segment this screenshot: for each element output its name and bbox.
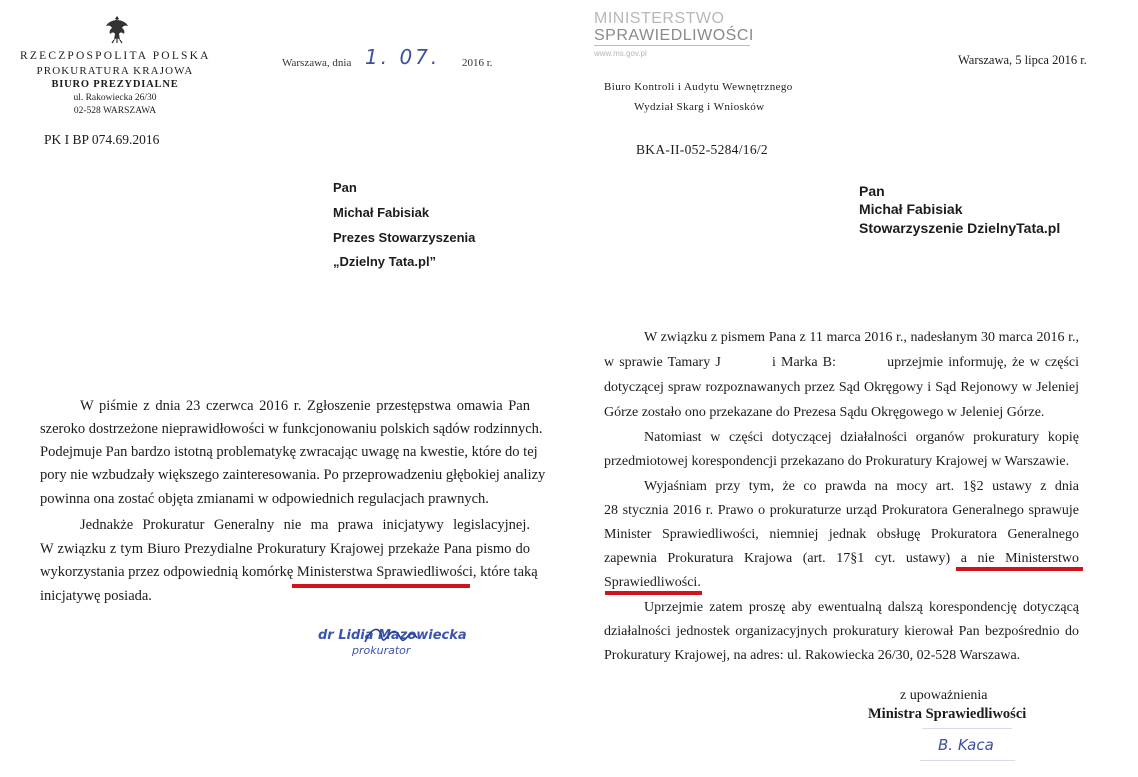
prokuratura-letter bbox=[0, 0, 565, 777]
body-line: W związku z pismem Pana z 11 marca 2016 r., nadesłanym 30 marca 2016 r., bbox=[644, 330, 1079, 345]
body-line: 28 stycznia 2016 r. Prawo o prokuraturze urząd Prokuratora Generalnego sprawuje bbox=[604, 503, 1079, 518]
body-line: w sprawie Tamary J i Marka B: uprzejmie informuję, że w części bbox=[604, 355, 1079, 370]
body-line: Natomiast w części dotyczącej działalności organów prokuratury kopię bbox=[644, 430, 1079, 445]
header-institution: PROKURATURA KRAJOWA bbox=[36, 65, 194, 77]
body-line: Uprzejmie zatem proszę aby ewentualną dalszą korespondencję dotyczącą bbox=[644, 600, 1079, 615]
body-line: Minister Sprawiedliwości, niemniej jednak obsługę Prokuratora Generalnego bbox=[604, 527, 1079, 542]
recipient-line-1: Pan bbox=[333, 180, 357, 195]
logo-divider bbox=[594, 45, 750, 46]
body-line: Wyjaśniam przy tym, że co prawda na mocy art. 1§2 ustawy z dnia bbox=[644, 479, 1079, 494]
header-city: 02-528 WARSZAWA bbox=[73, 106, 157, 116]
reference-number: PK I BP 074.69.2016 bbox=[44, 132, 160, 147]
ministry-url: www.ms.gov.pl bbox=[594, 49, 647, 58]
highlight-underline bbox=[605, 591, 702, 595]
recipient-organization: „Dzielny Tata.pl” bbox=[333, 254, 437, 269]
highlight-underline bbox=[292, 584, 470, 588]
date: Warszawa, 5 lipca 2016 r. bbox=[958, 53, 1087, 67]
body-line: inicjatywę posiada. bbox=[40, 588, 152, 604]
body-line: W piśmie z dnia 23 czerwca 2016 r. Zgłoszenie przestępstwa omawia Pan bbox=[80, 398, 530, 414]
recipient-name: Michał Fabisiak bbox=[859, 201, 963, 217]
department-line-2: Wydział Skarg i Wniosków bbox=[634, 101, 765, 113]
date-prefix: Warszawa, dnia bbox=[282, 57, 352, 69]
signature-name: dr Lidia Mazowiecka bbox=[318, 628, 467, 643]
stamp-line bbox=[920, 760, 1015, 761]
body-line: Jednakże Prokuratur Generalny nie ma prawa inicjatywy legislacyjnej. bbox=[80, 517, 530, 533]
body-line: dotyczącej spraw rozpoznawanych przez Sąd Okręgowy i Sąd Rejonowy w Jeleniej bbox=[604, 380, 1079, 395]
date-handwritten: 1. 07. bbox=[365, 45, 441, 69]
ministry-logo-line-2: SPRAWIEDLIWOŚCI bbox=[594, 27, 754, 44]
recipient-role: Prezes Stowarzyszenia bbox=[333, 230, 476, 245]
body-line: Podejmuje Pan bardzo istotną problematykę zwracając uwagę na kwestie, które do tej bbox=[40, 444, 538, 460]
body-line: szeroko dostrzeżone nieprawidłowości w funkcjonowaniu polskich sądów rodzinnych. bbox=[40, 421, 543, 437]
body-line: wykorzystania przez odpowiednią komórkę Ministerstwa Sprawiedliwości, które taką bbox=[40, 564, 538, 580]
ministry-logo-line-1: MINISTERSTWO bbox=[594, 10, 725, 27]
body-line: pory nie wzbudzały większego zainteresowania. Po przeprowadzeniu głębokiej analizy bbox=[40, 467, 546, 483]
date-year: 2016 r. bbox=[462, 57, 493, 69]
header-street: ul. Rakowiecka 26/30 bbox=[73, 93, 157, 103]
recipient-organization: Stowarzyszenie DzielnyTata.pl bbox=[859, 220, 1061, 236]
body-line: W związku z tym Biuro Prezydialne Prokuratury Krajowej przekaże Pana pismo do bbox=[40, 541, 530, 557]
closing-authorization: z upoważnienia bbox=[900, 688, 988, 703]
header-office: BIURO PREZYDIALNE bbox=[51, 79, 179, 90]
body-line: powinna ona zostać objęta zmianami w odpowiednich regulacjach prawnych. bbox=[40, 491, 489, 507]
signature-title: prokurator bbox=[352, 644, 411, 657]
body-line: Górze zostało ono przekazane do Prezesa Sądu Okręgowego w Jeleniej Górze. bbox=[604, 405, 1045, 420]
recipient-name: Michał Fabisiak bbox=[333, 205, 430, 220]
reference-number: BKA-II-052-5284/16/2 bbox=[636, 142, 768, 157]
body-line: zapewnia Prokuratura Krajowa (art. 17§1 cyt. ustawy) a nie Ministerstwo bbox=[604, 551, 1079, 566]
header-country: RZECZPOSPOLITA POLSKA bbox=[20, 50, 211, 62]
department-line-1: Biuro Kontroli i Audytu Wewnętrznego bbox=[604, 81, 793, 93]
signature-scribble: B. Kaca bbox=[938, 736, 994, 754]
body-line: przedmiotowej korespondencji przekazano do Prokuratury Krajowej w Warszawie. bbox=[604, 454, 1070, 469]
recipient-line-1: Pan bbox=[859, 183, 885, 199]
closing-minister: Ministra Sprawiedliwości bbox=[868, 706, 1027, 722]
ministry-letter bbox=[570, 0, 1138, 777]
stamp-line bbox=[922, 728, 1012, 729]
body-line: Prokuratury Krajowej, na adres: ul. Rakowiecka 26/30, 02-528 Warszawa. bbox=[604, 648, 1021, 663]
highlight-underline bbox=[956, 567, 1083, 571]
polish-eagle-emblem-icon bbox=[104, 14, 130, 44]
body-line: Sprawiedliwości. bbox=[604, 575, 701, 590]
body-line: działalności jednostek organizacyjnych prokuratury kierował Pan bezpośrednio do bbox=[604, 624, 1079, 639]
